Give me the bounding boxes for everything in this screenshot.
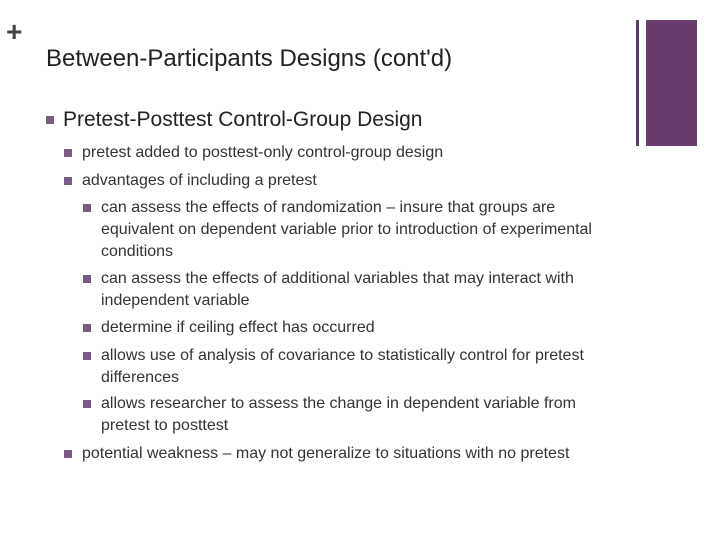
main-bullet-text: Pretest-Posttest Control-Group Design [63,108,423,131]
advantage-text: can assess the effects of additional variables that may interact with independent variable [101,270,574,309]
advantage-text: determine if ceiling effect has occurred [101,319,375,336]
slide-title: Between-Participants Designs (cont'd) [46,45,453,72]
bullet-square-icon [64,177,72,185]
bullet-square-icon [64,149,72,157]
point-text: pretest added to posttest-only control-group design [82,144,444,161]
advantage-text: allows use of analysis of covariance to statistically control for pretest differences [101,347,584,386]
bullet-square-icon [83,275,91,283]
plus-icon: + [6,16,23,47]
weakness-text: potential weakness – may not generalize to situations with no pretest [82,445,570,462]
advantage-text: allows researcher to assess the change in dependent variable from pretest to posttest [101,395,576,434]
point-text: advantages of including a pretest [82,172,317,189]
bullet-square-icon [64,450,72,458]
bullet-square-icon [83,352,91,360]
bullet-square-icon [46,116,54,124]
advantage-text: can assess the effects of randomization – insure that groups are equivalent on dependent variable prior to introduction of experimental conditions [101,199,592,260]
bullet-square-icon [83,204,91,212]
bullet-square-icon [83,324,91,332]
bullet-square-icon [83,400,91,408]
